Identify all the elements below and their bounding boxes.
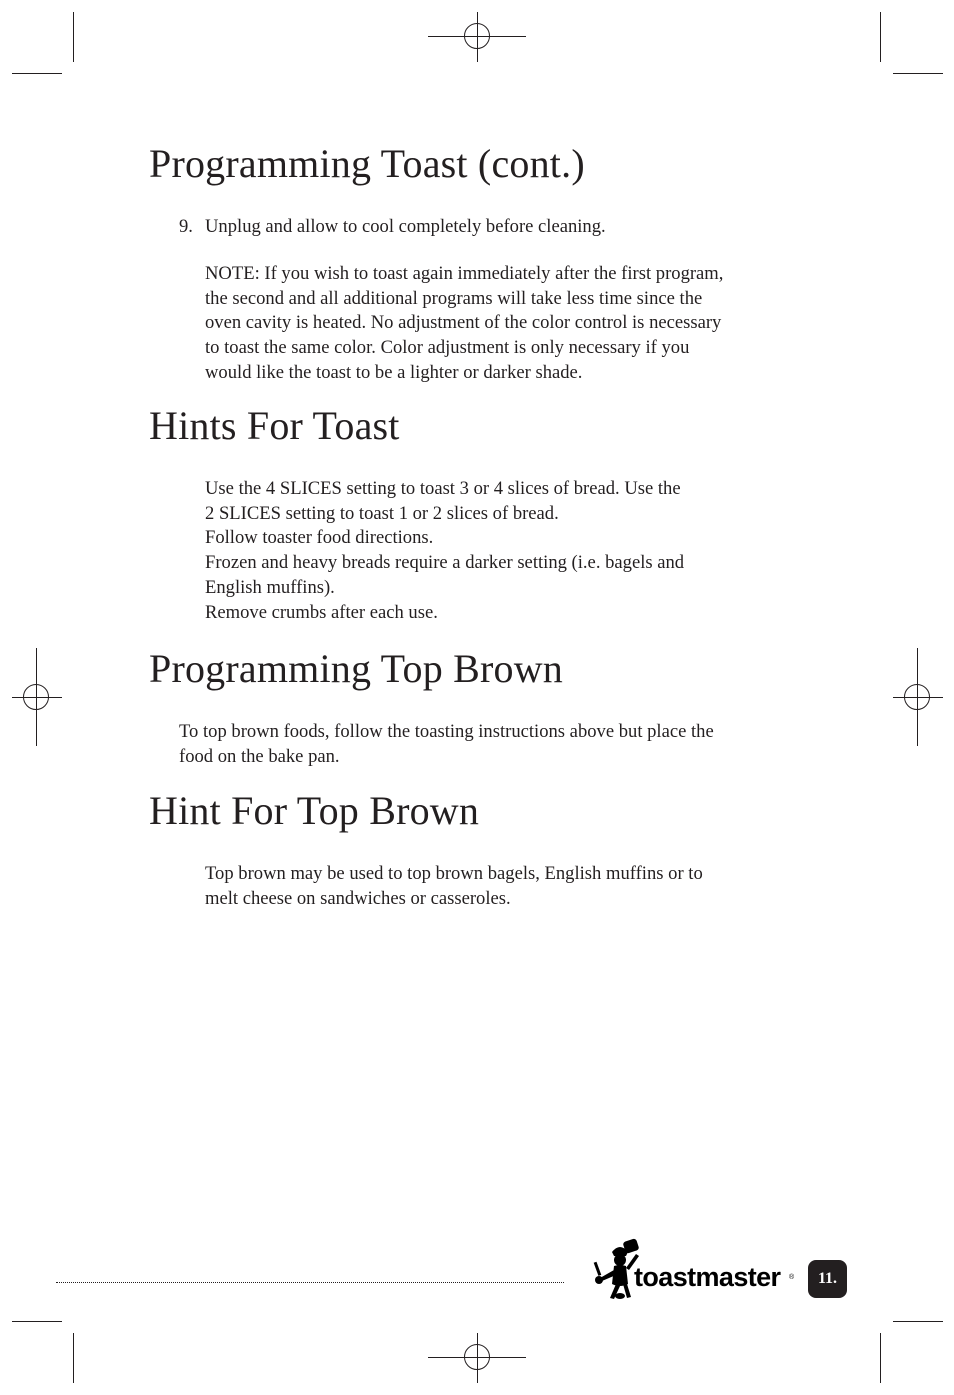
paragraph-line: Top brown may be used to top brown bagels, English muffins or to (205, 863, 703, 884)
registered-mark: ® (789, 1274, 795, 1281)
paragraph-line: food on the bake pan. (179, 745, 340, 767)
heading-hint-for-top-brown: Hint For Top Brown (149, 788, 480, 833)
hint-line: Follow toaster food directions. (205, 527, 434, 549)
heading-hints-for-toast: Hints For Toast (149, 403, 400, 448)
step-9-text: Unplug and allow to cool completely before cleaning. (205, 216, 606, 237)
note-line: the second and all additional programs will take less time since the (205, 287, 703, 309)
page-number: 11. (817, 1270, 838, 1287)
heading-programming-toast-cont: Programming Toast (cont.) (149, 141, 585, 186)
brand-wordmark: toastmaster (634, 1262, 781, 1292)
note-line: to toast the same color. Color adjustment is only necessary if you (205, 337, 690, 359)
hint-line: Remove crumbs after each use. (205, 601, 438, 623)
note-paragraph (205, 262, 723, 386)
heading-programming-top-brown: Programming Top Brown (149, 646, 563, 691)
hints-for-toast-paragraph (205, 477, 684, 625)
hint-line: English muffins). (205, 576, 335, 598)
hint-line: Frozen and heavy breads require a darker setting (i.e. bagels and (205, 552, 685, 574)
footer-dotted-rule (56, 1282, 564, 1283)
hint-line: Use the 4 SLICES setting to toast 3 or 4 slices of bread. Use the (205, 478, 681, 499)
step-9 (179, 215, 193, 240)
note-line: oven cavity is heated. No adjustment of the color control is necessary (205, 312, 722, 334)
programming-top-brown-paragraph (179, 720, 714, 769)
note-line: would like the toast to be a lighter or darker shade. (205, 361, 583, 383)
page-number-badge (808, 1260, 847, 1298)
note-line: NOTE: If you wish to toast again immediately after the first program, (205, 263, 724, 284)
hint-for-top-brown-paragraph (205, 862, 703, 911)
paragraph-line: To top brown foods, follow the toasting instructions above but place the (179, 721, 714, 742)
hint-line: 2 SLICES setting to toast 1 or 2 slices of bread. (205, 502, 559, 524)
step-number: 9. (179, 216, 193, 237)
paragraph-line: melt cheese on sandwiches or casseroles. (205, 887, 511, 909)
